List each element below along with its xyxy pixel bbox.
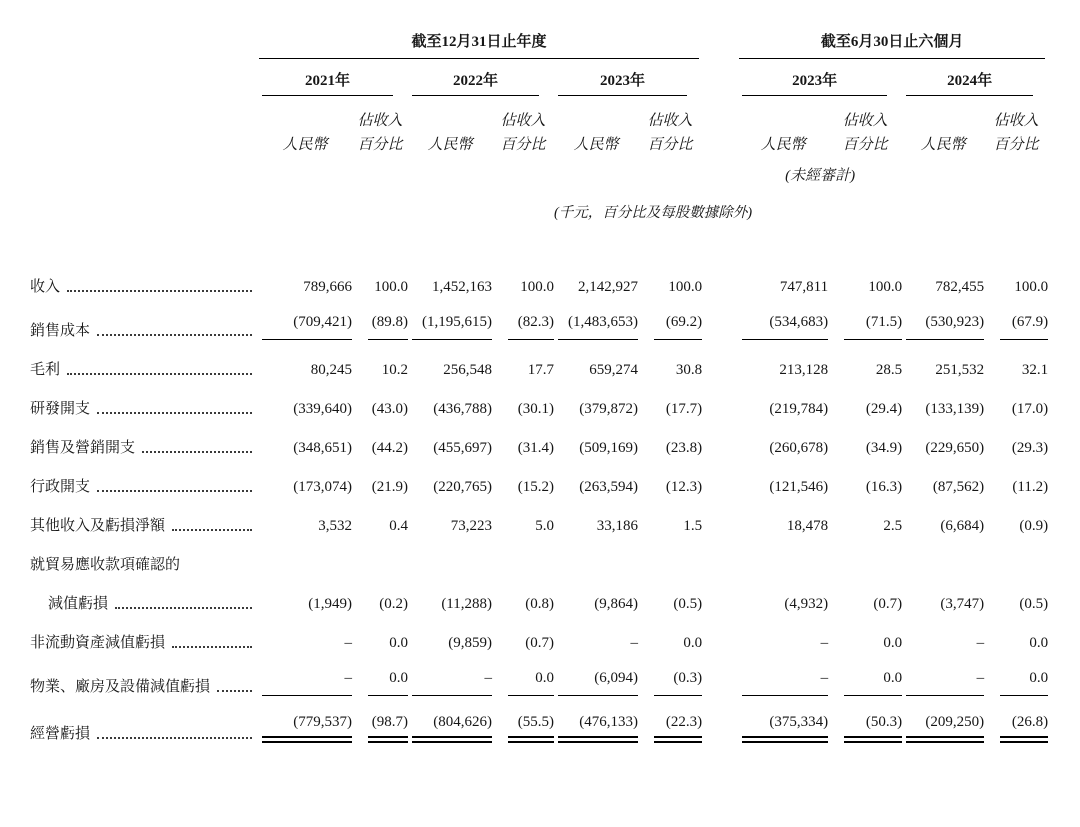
cell-value: (1,195,615) [408, 305, 492, 349]
dot-leader [217, 690, 252, 692]
cell-value: 100.0 [374, 279, 408, 295]
dot-leader [97, 334, 252, 336]
column-gap [702, 266, 738, 305]
cell-value: 17.7 [527, 362, 554, 378]
cell-value: (6,094) [554, 661, 638, 705]
cell-value: (11.2) [1012, 479, 1049, 495]
table-row [30, 544, 1048, 583]
cell-value: 5.0 [535, 518, 554, 534]
cell-value: – [408, 661, 492, 705]
cell-value: (29.3) [1011, 440, 1049, 456]
cell-value: (11,288) [441, 596, 492, 612]
cell-value: 18,478 [786, 518, 829, 534]
table-row [30, 622, 1048, 661]
rmb-column-header: 人民幣 [573, 137, 619, 153]
cell-value: (50.3) [828, 705, 902, 752]
cell-value: 0.0 [683, 635, 703, 651]
cell-value: 2,142,927 [578, 279, 638, 295]
cell-value: (121,546) [769, 479, 829, 495]
cell-value: – [820, 635, 829, 651]
table-row [30, 705, 1048, 752]
cell-value: – [902, 661, 984, 705]
cell-value: 0.4 [389, 518, 408, 534]
column-gap [702, 305, 738, 349]
financial-table [30, 30, 1048, 752]
column-gap [702, 544, 738, 583]
cell-value: 0.0 [984, 661, 1048, 705]
cell-value: (263,594) [579, 479, 638, 495]
double-rule [1000, 736, 1048, 743]
column-gap [702, 30, 738, 59]
cell-value: (21.9) [371, 479, 408, 495]
double-rule [558, 736, 638, 743]
cell-value: – [258, 661, 352, 705]
cell-value: – [344, 635, 352, 651]
table-row [30, 349, 1048, 388]
cell-value: (1,483,653) [554, 305, 638, 349]
column-gap [702, 622, 738, 661]
cell-value: 782,455 [935, 279, 985, 295]
row-label: 其他收入及虧損淨額 [30, 505, 258, 544]
cell-value: (0.7) [525, 635, 554, 651]
cell-value [828, 544, 902, 583]
double-rule [742, 736, 828, 743]
cell-value: (43.0) [371, 401, 408, 417]
cell-value: (804,626) [408, 705, 492, 752]
annual-period-header [258, 30, 702, 59]
cell-value: (12.3) [665, 479, 703, 495]
year-header-2021: 2021年 [258, 59, 408, 96]
table-row [30, 661, 1048, 705]
dot-leader [115, 607, 252, 609]
cell-value [984, 544, 1048, 583]
cell-value: (44.2) [371, 440, 408, 456]
cell-value: (6,684) [940, 518, 985, 534]
cell-value: (530,923) [902, 305, 984, 349]
table-row [30, 466, 1048, 505]
cell-value: 0.0 [828, 661, 902, 705]
dot-leader [97, 412, 252, 414]
dot-leader [142, 451, 252, 453]
column-gap [702, 59, 738, 96]
rmb-column-header: 人民幣 [282, 137, 328, 153]
cell-value: (87,562) [932, 479, 985, 495]
dot-leader [67, 373, 252, 375]
cell-value [408, 544, 492, 583]
row-label: 非流動資產減值虧損 [30, 622, 258, 661]
cell-value: (89.8) [352, 305, 408, 349]
dot-leader [172, 529, 252, 531]
cell-value: (534,683) [738, 305, 828, 349]
dot-leader [67, 290, 252, 292]
interim-period-header [738, 30, 1048, 59]
cell-value: (23.8) [665, 440, 703, 456]
row-label: 收入 [30, 266, 258, 305]
row-label: 行政開支 [30, 466, 258, 505]
cell-value: (4,932) [784, 596, 829, 612]
cell-value: (209,250) [902, 705, 984, 752]
row-label: 物業、廠房及設備減值虧損 [30, 661, 258, 705]
cell-value: 0.0 [352, 661, 408, 705]
corner-blank [30, 30, 258, 59]
row-label: 研發開支 [30, 388, 258, 427]
cell-value [554, 544, 638, 583]
cell-value [352, 544, 408, 583]
double-rule [844, 736, 902, 743]
column-gap [702, 466, 738, 505]
unit-note-row [30, 185, 1048, 266]
cell-value: (3,747) [940, 596, 985, 612]
unaudited-row [30, 157, 1048, 185]
cell-value: 0.0 [883, 635, 903, 651]
cell-value: (0.2) [379, 596, 408, 612]
cell-value: (260,678) [769, 440, 829, 456]
column-gap [702, 388, 738, 427]
rmb-column-header: 人民幣 [920, 137, 966, 153]
year-header-2022: 2022年 [408, 59, 554, 96]
cell-value: 0.0 [492, 661, 554, 705]
blank-cell [30, 185, 258, 266]
cell-value: (476,133) [554, 705, 638, 752]
cell-value: (220,765) [433, 479, 492, 495]
cell-value: (71.5) [828, 305, 902, 349]
cell-value: (779,537) [258, 705, 352, 752]
cell-value: (339,640) [293, 401, 352, 417]
cell-value: (31.4) [517, 440, 554, 456]
unaudited-note: (未經審計) [785, 168, 856, 184]
cell-value: (9,859) [448, 635, 492, 651]
table-row [30, 305, 1048, 349]
double-rule [412, 736, 492, 743]
pct-column-header: 佔收入 百分比 [647, 113, 693, 153]
cell-value: – [976, 635, 985, 651]
double-rule [508, 736, 554, 743]
cell-value: (34.9) [865, 440, 903, 456]
double-rule [368, 736, 408, 743]
cell-value: (22.3) [638, 705, 702, 752]
cell-value: (0.7) [873, 596, 903, 612]
cell-value [492, 544, 554, 583]
cell-value: 73,223 [450, 518, 492, 534]
row-label: 銷售成本 [30, 305, 258, 349]
cell-value [738, 544, 828, 583]
column-gap [702, 583, 738, 622]
column-gap [702, 661, 738, 705]
cell-value: 789,666 [303, 279, 352, 295]
cell-value: 33,186 [596, 518, 638, 534]
double-rule [654, 736, 702, 743]
column-gap [702, 96, 738, 157]
cell-value [902, 544, 984, 583]
cell-value: 30.8 [675, 362, 703, 378]
double-rule [906, 736, 984, 743]
table-row [30, 388, 1048, 427]
year-header-2024-interim: 2024年 [902, 59, 1048, 96]
cell-value: (82.3) [492, 305, 554, 349]
cell-value: (0.3) [638, 661, 702, 705]
cell-value: 3,532 [318, 518, 352, 534]
interim-period-title: 截至6月30日止六個月 [739, 30, 1045, 59]
cell-value: (455,697) [433, 440, 492, 456]
cell-value: 80,245 [310, 362, 352, 378]
cell-value: 0.0 [389, 635, 408, 651]
double-rule [262, 736, 352, 743]
rmb-column-header: 人民幣 [427, 137, 473, 153]
cell-value [638, 544, 702, 583]
cell-value: 1.5 [683, 518, 703, 534]
row-label: 銷售及營銷開支 [30, 427, 258, 466]
annual-period-title: 截至12月31日止年度 [259, 30, 699, 59]
cell-value: (375,334) [738, 705, 828, 752]
cell-value: 0.0 [1029, 635, 1049, 651]
row-label: 就貿易應收款項確認的 [30, 557, 181, 573]
cell-value: 251,532 [935, 362, 985, 378]
column-gap [702, 705, 738, 752]
cell-value: (15.2) [517, 479, 554, 495]
table-row [30, 266, 1048, 305]
cell-value: 28.5 [875, 362, 903, 378]
cell-value: (98.7) [352, 705, 408, 752]
cell-value: 32.1 [1021, 362, 1049, 378]
pct-column-header: 佔收入 百分比 [500, 113, 546, 153]
blank-cell [30, 59, 258, 96]
table-row [30, 427, 1048, 466]
blank-cell [30, 96, 258, 157]
row-label: 經營虧損 [30, 705, 258, 752]
cell-value: 100.0 [1014, 279, 1049, 295]
cell-value: (348,651) [293, 440, 352, 456]
cell-value: (0.9) [1019, 518, 1049, 534]
cell-value: 659,274 [589, 362, 638, 378]
cell-value: 10.2 [381, 362, 408, 378]
unit-note: (千元，百分比及每股數據除外) [553, 205, 753, 221]
cell-value: (133,139) [925, 401, 985, 417]
cell-value: 747,811 [779, 279, 829, 295]
group-header-row [30, 30, 1048, 59]
pct-column-header: 佔收入 百分比 [993, 113, 1039, 153]
cell-value: 100.0 [520, 279, 554, 295]
column-gap [702, 349, 738, 388]
column-gap [702, 427, 738, 466]
cell-value: (26.8) [984, 705, 1048, 752]
table-row [30, 583, 1048, 622]
cell-value: (219,784) [769, 401, 829, 417]
cell-value: (30.1) [517, 401, 554, 417]
cell-value: 213,128 [779, 362, 829, 378]
cell-value: (16.3) [865, 479, 903, 495]
cell-value: (9,864) [594, 596, 638, 612]
dot-leader [172, 646, 252, 648]
row-label: 毛利 [30, 349, 258, 388]
year-header-2023: 2023年 [554, 59, 702, 96]
cell-value: (0.5) [1019, 596, 1049, 612]
cell-value: (509,169) [579, 440, 638, 456]
cell-value: (17.0) [1011, 401, 1049, 417]
cell-value: 2.5 [883, 518, 903, 534]
cell-value: 256,548 [443, 362, 492, 378]
cell-value: (229,650) [925, 440, 985, 456]
cell-value: (709,421) [258, 305, 352, 349]
dot-leader [97, 490, 252, 492]
cell-value: (69.2) [638, 305, 702, 349]
cell-value: (55.5) [492, 705, 554, 752]
cell-value: (17.7) [665, 401, 703, 417]
column-gap [702, 505, 738, 544]
row-label: 減值虧損 [30, 583, 258, 622]
blank-cell [30, 157, 738, 185]
year-header-row [30, 59, 1048, 96]
cell-value: – [738, 661, 828, 705]
dot-leader [97, 737, 252, 739]
cell-value: (0.8) [525, 596, 554, 612]
unaudited-note-cell [738, 157, 902, 185]
unit-note-cell [258, 185, 1048, 266]
cell-value: (0.5) [673, 596, 703, 612]
cell-value [258, 544, 352, 583]
year-header-2023-interim: 2023年 [738, 59, 902, 96]
pct-column-header: 佔收入 百分比 [357, 113, 403, 153]
cell-value: (379,872) [579, 401, 638, 417]
rmb-column-header: 人民幣 [760, 137, 806, 153]
blank-cell [902, 157, 1048, 185]
cell-value: (436,788) [433, 401, 492, 417]
table-body [30, 266, 1048, 752]
cell-value: (29.4) [865, 401, 903, 417]
cell-value: (173,074) [293, 479, 352, 495]
cell-value: – [630, 635, 638, 651]
cell-value: (67.9) [984, 305, 1048, 349]
pct-column-header: 佔收入 百分比 [842, 113, 888, 153]
cell-value: (1,949) [308, 596, 352, 612]
table-row [30, 505, 1048, 544]
column-header-row [30, 96, 1048, 157]
cell-value: 100.0 [668, 279, 703, 295]
cell-value: 1,452,163 [432, 279, 492, 295]
cell-value: 100.0 [868, 279, 903, 295]
